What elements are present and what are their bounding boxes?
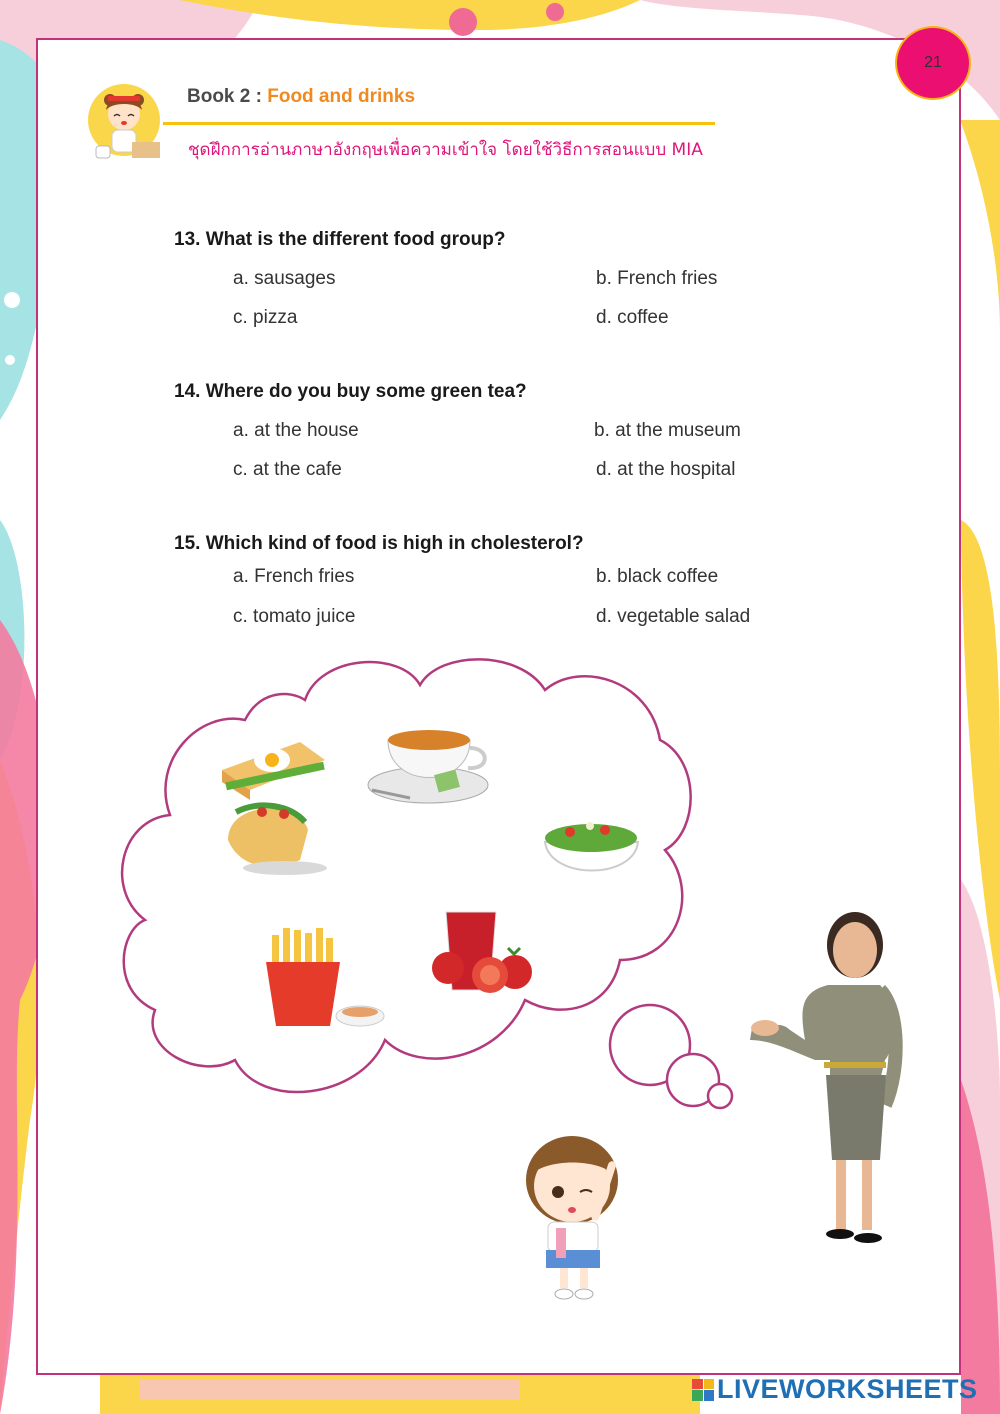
q13-option-d[interactable]: d. coffee [596, 307, 669, 328]
salad-bowl-icon [545, 822, 638, 871]
header-subtitle: ชุดฝึกการอ่านภาษาอังกฤษเพื่อความเข้าใจ โดยใช้วิธีการสอนแบบ MIA [188, 140, 703, 160]
student-girl-icon [526, 1136, 618, 1299]
question-15: 15. Which kind of food is high in cholesterol? [174, 533, 584, 554]
girl-chef-mascot-icon [86, 80, 164, 164]
q15-option-a[interactable]: a. French fries [233, 566, 355, 587]
page-number: 21 [924, 54, 942, 71]
book-title [187, 86, 415, 108]
q14-option-d[interactable]: d. at the hospital [596, 459, 736, 480]
liveworksheets-logo-icon [692, 1379, 714, 1401]
food-thought-illustration [0, 640, 1000, 1320]
q15-option-c[interactable]: c. tomato juice [233, 606, 356, 627]
teacher-figure-icon [750, 912, 896, 1243]
question-14: 14. Where do you buy some green tea? [174, 381, 527, 402]
q14-option-c[interactable]: c. at the cafe [233, 459, 342, 480]
q15-option-d[interactable]: d. vegetable salad [596, 606, 751, 627]
q13-option-b[interactable]: b. French fries [596, 268, 718, 289]
q14-option-b[interactable]: b. at the museum [594, 420, 741, 441]
q14-option-a[interactable]: a. at the house [233, 420, 359, 441]
topic-label: Food and drinks [267, 86, 416, 107]
q13-option-c[interactable]: c. pizza [233, 307, 298, 328]
question-13: 13. What is the different food group? [174, 229, 506, 250]
liveworksheets-logo[interactable] [692, 1374, 978, 1405]
brand-name: LIVEWORKSHEETS [717, 1374, 978, 1404]
page-number-badge [895, 26, 971, 100]
q15-option-b[interactable]: b. black coffee [596, 566, 719, 587]
q13-option-a[interactable]: a. sausages [233, 268, 336, 289]
header-divider [163, 122, 715, 125]
book-label: Book 2 : [187, 86, 268, 107]
thought-cloud [122, 659, 732, 1108]
